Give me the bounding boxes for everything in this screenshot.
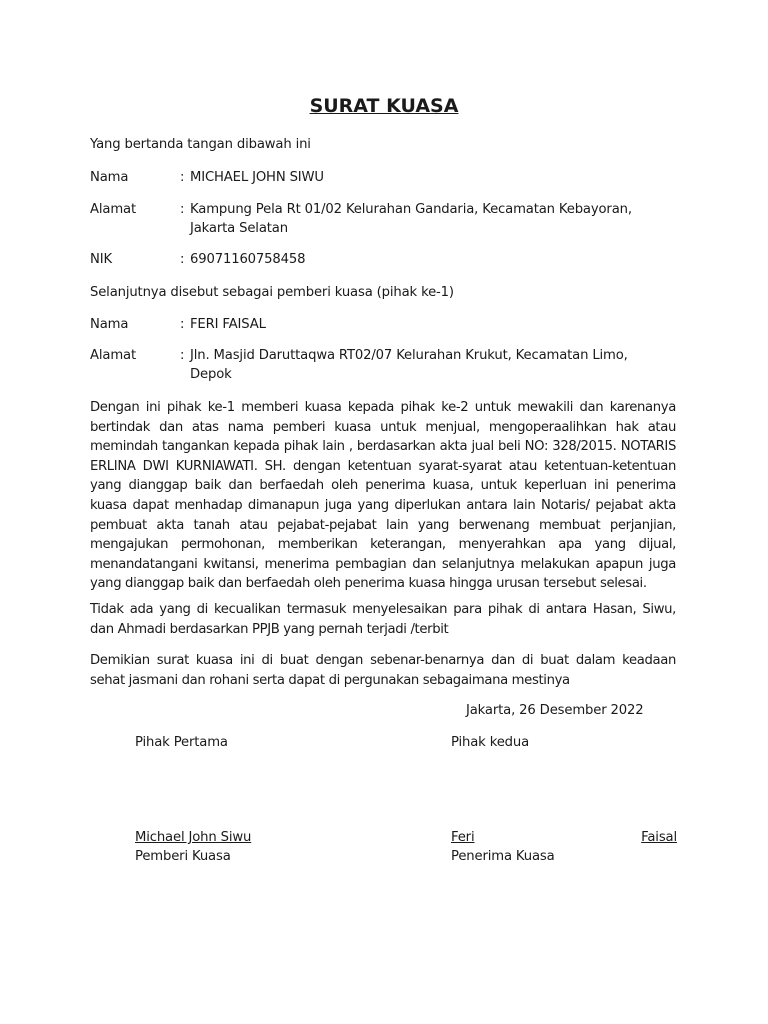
grantor-address-line1: Kampung Pela Rt 01/02 Kelurahan Gandaria, Kecamatan Kebayoran, — [190, 202, 632, 217]
grantor-note: Selanjutnya disebut sebagai pemberi kuasa (pihak ke-1) — [90, 285, 454, 300]
exclusion-paragraph: Tidak ada yang di kecualikan termasuk menyelesaikan para pihak di antara Hasan, Siwu, dan Ahmadi berdasarkan PPJB yang pernah terjadi /terbit — [90, 602, 676, 637]
grantor-name-value: MICHAEL JOHN SIWU — [190, 170, 324, 185]
grantee-address-line1: Jln. Masjid Daruttaqwa RT02/07 Kelurahan Krukut, Kecamatan Limo, — [190, 348, 628, 363]
grantee-name-label: Nama — [90, 317, 129, 332]
second-party-heading: Pihak kedua — [451, 735, 530, 750]
second-party-first-name: Feri — [451, 830, 475, 845]
grantor-address-line2: Jakarta Selatan — [190, 221, 288, 236]
first-party-role: Pemberi Kuasa — [135, 849, 231, 864]
grantor-address-label: Alamat — [90, 202, 136, 217]
first-party-name: Michael John Siwu — [135, 830, 252, 845]
second-party-role: Penerima Kuasa — [451, 849, 555, 864]
grantor-nik-label: NIK — [90, 252, 112, 267]
first-party-heading: Pihak Pertama — [135, 735, 228, 750]
grantee-address-colon: : — [180, 348, 185, 363]
second-party-name — [451, 830, 677, 845]
grantor-nik-colon: : — [180, 252, 185, 267]
grantee-name-colon: : — [180, 317, 185, 332]
grantor-address-colon: : — [180, 202, 185, 217]
intro-text: Yang bertanda tangan dibawah ini — [90, 137, 311, 152]
grantor-name-label: Nama — [90, 170, 129, 185]
authorization-paragraph: Dengan ini pihak ke-1 memberi kuasa kepada pihak ke-2 untuk mewakili dan karenanya bertindak dan atas nama pemberi kuasa untuk menjual, mengoperaalihkan hak atau memindah tangankan kepada pihak lain , berdasarkan akta jual beli NO: 328/2015. NOTARIS ERLINA DWI KURNIAWATI. SH. dengan ketentuan syarat-syarat atau ketentuan-ketentuan yang dianggap baik dan berfaedah oleh penerima kuasa, untuk keperluan ini penerima kuasa dapat menhadap dimanapun juga yang diperlukan antara lain Notaris/ pejabat akta pembuat akta tanah atau pejabat-pejabat lain yang berwenang membuat perjanjian, mengajukan permohonan, memberikan keterangan, menyerahkan apa yang dijual, menandatangani kwitansi, menerima pembagian dan selanjutnya melakukan apapun juga yang dianggap baik dan berfaedah oleh penerima kuasa hingga urusan tersebut selesai. — [90, 400, 676, 592]
grantee-address-line2: Depok — [190, 367, 232, 382]
closing-paragraph: Demikian surat kuasa ini di buat dengan sebenar-benarnya dan di buat dalam keadaan sehat jasmani dan rohani serta dapat di pergunakan sebagaimana mestinya — [90, 653, 676, 688]
place-date: Jakarta, 26 Desember 2022 — [466, 703, 644, 718]
grantor-name-colon: : — [180, 170, 185, 185]
document-title: SURAT KUASA — [309, 95, 459, 117]
grantee-name-value: FERI FAISAL — [190, 317, 266, 332]
grantor-nik-value: 69071160758458 — [190, 252, 306, 267]
second-party-last-name: Faisal — [641, 830, 677, 845]
grantee-address-label: Alamat — [90, 348, 136, 363]
